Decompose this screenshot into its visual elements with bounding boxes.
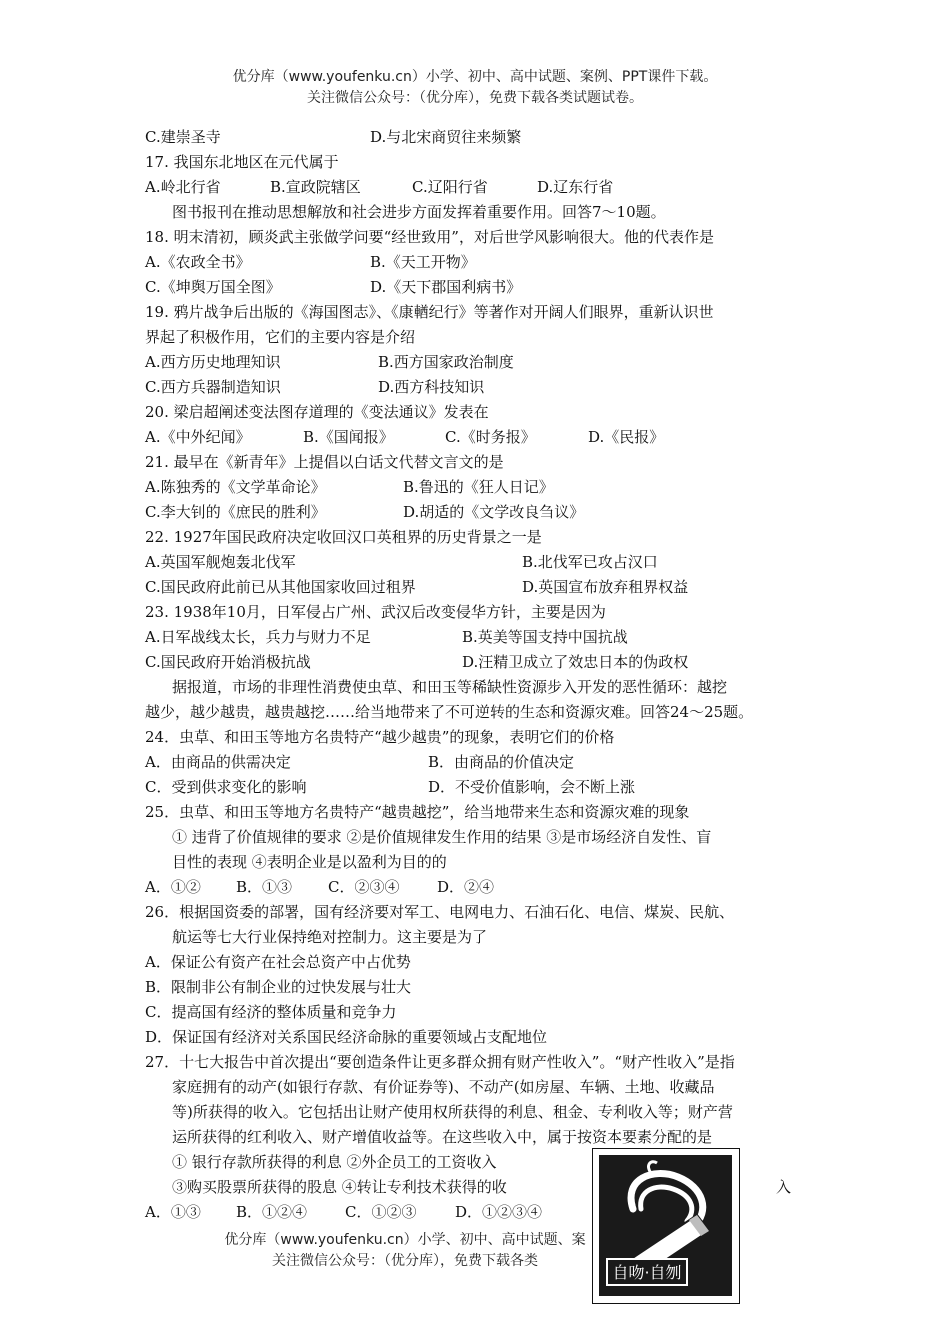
option-b-25: B．①③	[236, 878, 293, 896]
question-25-statements: ① 违背了价值规律的要求 ②是价值规律发生作用的结果 ③是市场经济自发性、盲	[172, 828, 712, 846]
option-a-20: A.《中外纪闻》	[145, 428, 251, 446]
question-27-statements-cont: ③购买股票所获得的股息 ④转让专利技术获得的收	[172, 1178, 507, 1196]
question-27-cont-2: 等)所获得的收入。它包括出让财产使用权所获得的利息、租金、专利收入等；财产营	[172, 1103, 733, 1121]
option-c-17: C.辽阳行省	[412, 178, 488, 196]
option-b-27: B．①②④	[236, 1203, 308, 1221]
option-b-18: B.《天工开物》	[370, 253, 476, 271]
question-27-statements-tail: 入	[776, 1178, 792, 1196]
option-b-20: B.《国闻报》	[303, 428, 394, 446]
option-c-22: C.国民政府此前已从其他国家收回过租界	[145, 578, 416, 596]
question-27-statements: ① 银行存款所获得的利息 ②外企员工的工资收入	[172, 1153, 497, 1171]
option-c-23: C.国民政府开始消极抗战	[145, 653, 311, 671]
header-line-1: 优分库（www.youfenku.cn）小学、初中、高中试题、案例、PPT课件下载。	[232, 69, 718, 85]
option-d-27: D．①②③④	[455, 1203, 543, 1221]
option-c-24: C．受到供求变化的影响	[145, 778, 307, 796]
option-d-20: D.《民报》	[588, 428, 665, 446]
option-b-23: B.英美等国支持中国抗战	[462, 628, 628, 646]
option-c-27: C．①②③	[345, 1203, 417, 1221]
option-c-26: C．提高国有经济的整体质量和竞争力	[145, 1003, 397, 1021]
option-d-23: D.汪精卫成立了效忠日本的伪政权	[462, 653, 689, 671]
option-c-21: C.李大钊的《庶民的胜利》	[145, 503, 326, 521]
option-b-24: B．由商品的价值决定	[428, 753, 575, 771]
question-19: 19. 鸦片战争后出版的《海国图志》、《康輶纪行》等著作对开阔人们眼界，重新认识世	[145, 303, 714, 321]
question-27-cont-3: 运所获得的红利收入、财产增值收益等。在这些收入中，属于按资本要素分配的是	[172, 1128, 713, 1146]
question-21: 21. 最早在《新青年》上提倡以白话文代替文言文的是	[145, 453, 504, 471]
option-a-21: A.陈独秀的《文学革命论》	[145, 478, 326, 496]
question-26: 26．根据国资委的部署，国有经济要对军工、电网电力、石油石化、电信、煤炭、民航、	[145, 903, 735, 921]
question-24: 24．虫草、和田玉等地方名贵特产“越少越贵”的现象，表明它们的价格	[145, 728, 615, 746]
question-27: 27．十七大报告中首次提出“要创造条件让更多群众拥有财产性收入”。“财产性收入”是指	[145, 1053, 735, 1071]
question-22: 22. 1927年国民政府决定收回汉口英租界的历史背景之一是	[145, 528, 542, 546]
question-25-statements-cont: 目性的表现 ④表明企业是以盈利为目的的	[172, 853, 447, 871]
option-c-19: C.西方兵器制造知识	[145, 378, 281, 396]
option-d-22: D.英国宣布放弃租界权益	[522, 578, 689, 596]
question-20: 20. 梁启超阐述变法图存道理的《变法通议》发表在	[145, 403, 489, 421]
option-b-19: B.西方国家政治制度	[378, 353, 514, 371]
question-18: 18. 明末清初，顾炎武主张做学问要“经世致用”，对后世学风影响很大。他的代表作是	[145, 228, 714, 246]
option-a-18: A.《农政全书》	[145, 253, 251, 271]
footer-line-2: 关注微信公众号：（优分库），免费下载各类	[272, 1253, 538, 1269]
option-c-25: C．②③④	[328, 878, 400, 896]
option-a-25: A．①②	[145, 878, 201, 896]
question-23: 23. 1938年10月，日军侵占广州、武汉后改变侵华方针，主要是因为	[145, 603, 606, 621]
option-b-21: B.鲁迅的《狂人日记》	[403, 478, 554, 496]
option-d-17: D.辽东行省	[537, 178, 614, 196]
option-d-16: D.与北宋商贸往来频繁	[370, 128, 522, 146]
option-d-25: D．②④	[437, 878, 495, 896]
cartoon-caption: 自吻·自刎	[612, 1263, 682, 1282]
question-17: 17. 我国东北地区在元代属于	[145, 153, 339, 171]
option-a-23: A.日军战线太长，兵力与财力不足	[145, 628, 371, 646]
option-d-26: D．保证国有经济对关系国民经济命脉的重要领域占支配地位	[145, 1028, 548, 1046]
option-d-18: D.《天下郡国利病书》	[370, 278, 522, 296]
option-d-21: D.胡适的《文学改良刍议》	[403, 503, 585, 521]
option-d-24: D．不受价值影响，会不断上涨	[428, 778, 636, 796]
option-a-24: A．由商品的供需决定	[145, 753, 291, 771]
option-c-18: C.《坤舆万国全图》	[145, 278, 281, 296]
section-intro-books: 图书报刊在推动思想解放和社会进步方面发挥着重要作用。回答7～10题。	[172, 203, 666, 221]
option-a-26: A．保证公有资产在社会总资产中占优势	[145, 953, 411, 971]
option-a-27: A．①③	[145, 1203, 201, 1221]
option-c-16: C.建崇圣寺	[145, 128, 221, 146]
option-d-19: D.西方科技知识	[378, 378, 485, 396]
option-c-20: C.《时务报》	[445, 428, 536, 446]
cigarette-smoke-icon	[593, 1149, 738, 1302]
option-b-22: B.北伐军已攻占汉口	[522, 553, 658, 571]
option-b-17: B.宣政院辖区	[270, 178, 361, 196]
footer-line-1: 优分库（www.youfenku.cn）小学、初中、高中试题、案	[224, 1232, 586, 1248]
question-26-cont: 航运等七大行业保持绝对控制力。这主要是为了	[172, 928, 488, 946]
question-27-cont-1: 家庭拥有的动产(如银行存款、有价证券等)、不动产(如房屋、车辆、土地、收藏品	[172, 1078, 715, 1096]
header-line-2: 关注微信公众号：（优分库），免费下载各类试题试卷。	[307, 90, 643, 106]
question-25: 25．虫草、和田玉等地方名贵特产“越贵越挖”，给当地带来生态和资源灾难的现象	[145, 803, 690, 821]
option-b-26: B．限制非公有制企业的过快发展与壮大	[145, 978, 412, 996]
option-a-19: A.西方历史地理知识	[145, 353, 281, 371]
question-19-cont: 界起了积极作用，它们的主要内容是介绍	[145, 328, 416, 346]
option-a-22: A.英国军舰炮轰北伐军	[145, 553, 296, 571]
cartoon-figure	[592, 1148, 740, 1304]
option-a-17: A.岭北行省	[145, 178, 221, 196]
section-intro-market: 据报道，市场的非理性消费使虫草、和田玉等稀缺性资源步入开发的恶性循环：越挖	[172, 678, 728, 696]
section-intro-market-cont: 越少，越少越贵，越贵越挖……给当地带来了不可逆转的生态和资源灾难。回答24～25题。	[145, 703, 754, 721]
